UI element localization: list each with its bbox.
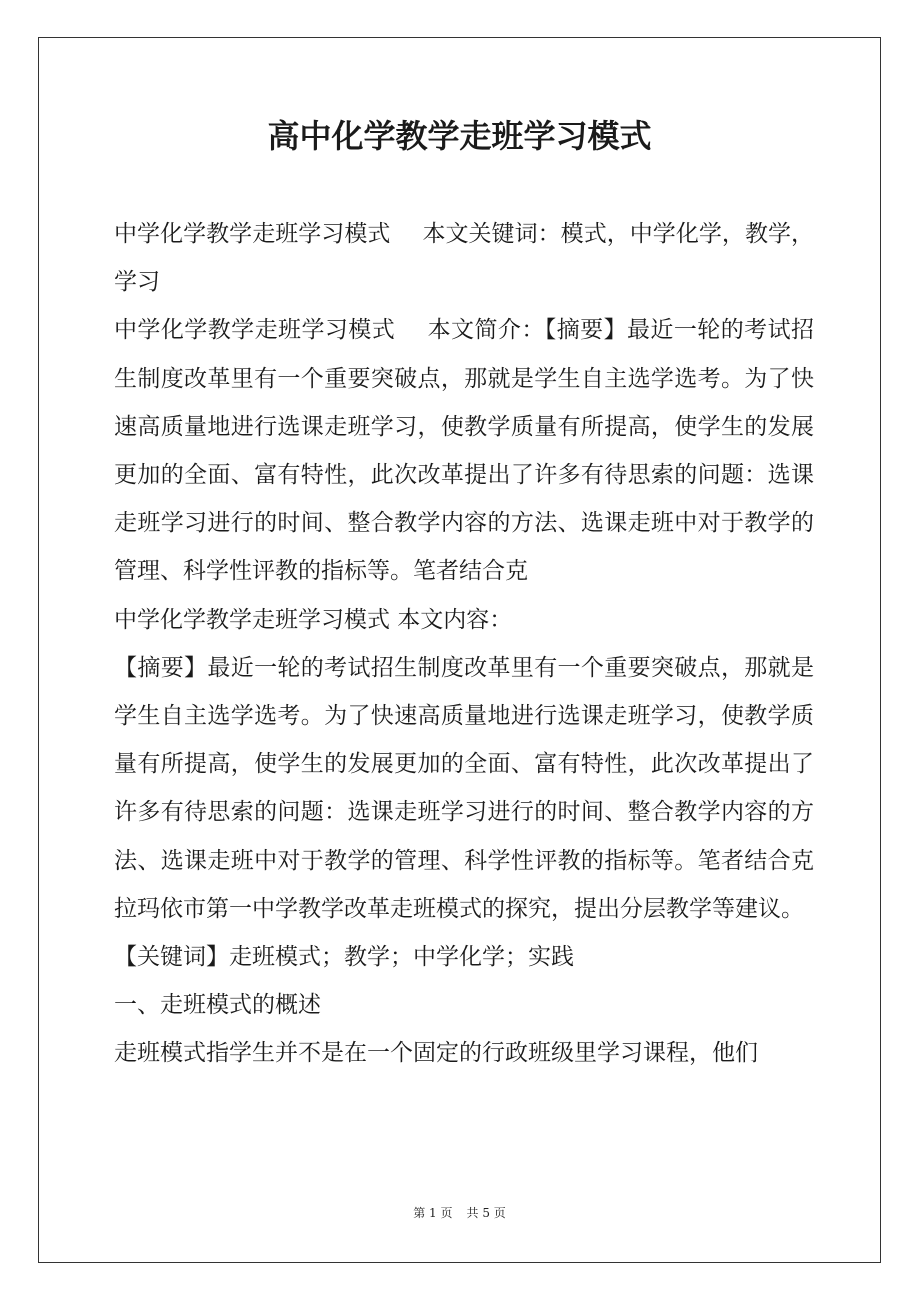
paragraph-text: 本文简介：【摘要】最近一轮的考试招生制度改革里有一个重要突破点，那就是学生自主选学选考。为了快速高质量地进行选课走班学习，使教学质量有所提高，使学生的发展更加的全面、富有特性，此次改革提出了许多有待思索的问题：选课走班学习进行的时间、整合教学内容的方法、选课走班中对于教学的管理、科学性评教的指标等。笔者结合克 [114,317,815,585]
paragraph-lead: 中学化学教学走班学习模式 [114,221,391,247]
document-title: 高中化学教学走班学习模式 [267,117,652,155]
paragraph-keywords: 【关键词】走班模式；教学；中学化学；实践 [114,944,574,971]
paragraph-summary-intro [114,306,814,595]
page-total: 共 5 页 [466,1206,506,1220]
paragraph-abstract: 【摘要】最近一轮的考试招生制度改革里有一个重要突破点，那就是学生自主选学选考。为了快速高质量地进行选课走班学习，使教学质量有所提高，使学生的发展更加的全面、富有特性，此次改革提出了许多有待思索的问题：选课走班学习进行的时间、整合教学内容的方法、选课走班中对于教学的管理、科学性评教的指标等。笔者结合克拉玛依市第一中学教学改革走班模式的探究，提出分层教学等建议。 [114,654,814,922]
section-heading: 一、走班模式的概述 [114,992,321,1019]
paragraph-keywords-intro [114,210,814,306]
paragraph-lead: 中学化学教学走班学习模式 [114,317,396,344]
paragraph-content-heading: 中学化学教学走班学习模式 本文内容： [114,606,513,633]
document-body [114,210,814,1078]
page-footer [38,1204,881,1222]
page-number: 第 1 页 [413,1206,453,1220]
paragraph-body: 走班模式指学生并不是在一个固定的行政班级里学习课程，他们 [114,1040,758,1067]
paragraph-text: 本文关键词：模式，中学化学，教学，学习 [114,221,815,296]
